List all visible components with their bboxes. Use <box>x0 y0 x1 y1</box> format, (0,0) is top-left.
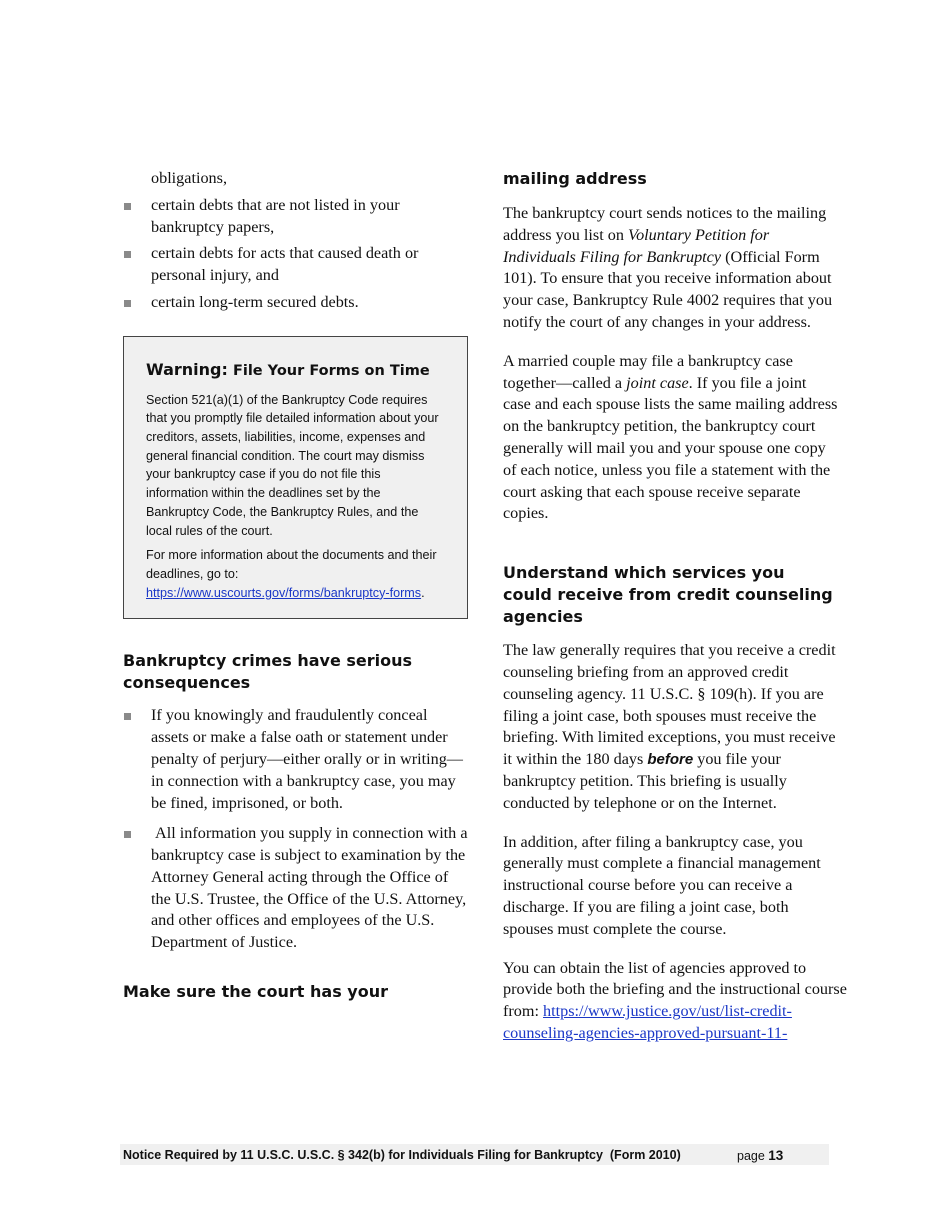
page-number: page 13 <box>737 1148 784 1163</box>
address-heading-continued: mailing address <box>503 169 647 188</box>
warning-more-info: For more information about the documents and their deadlines, go to: https://www.uscourts.gov/forms/bankruptcy-forms. <box>146 548 437 600</box>
crimes-bullet-list <box>123 705 472 954</box>
address-heading: Make sure the court has your <box>123 982 388 1002</box>
list-item: certain debts that are not listed in your bankruptcy papers, <box>123 195 468 239</box>
course-paragraph: In addition, after filing a bankruptcy case, you generally must complete a financial management instructional course before you can receive a discharge. If you are filing a joint case, both spouses must complete the course. <box>503 832 821 938</box>
bullet-square-icon <box>124 831 131 838</box>
agencies-link[interactable]: https://www.justice.gov/ust/list-credit-counseling-agencies-approved-pursuant-11- <box>503 1002 792 1042</box>
bullet-square-icon <box>124 251 131 258</box>
debts-bullet-list <box>123 195 468 314</box>
crimes-heading: Bankruptcy crimes have serious consequences <box>123 651 413 693</box>
bullet-square-icon <box>124 203 131 210</box>
warning-box <box>123 336 468 620</box>
right-column <box>503 168 847 1062</box>
counseling-heading: Understand which services you could receive from credit counseling agencies <box>503 563 833 627</box>
list-item: All information you supply in connection with a bankruptcy case is subject to examination by the Attorney General acting through the Office of the U.S. Trustee, the Office of the U.S. Attorney, and other offices and employees of the U.S. Department of Justice. <box>123 823 468 954</box>
list-item: certain long-term secured debts. <box>123 292 468 314</box>
counseling-paragraph: The law generally requires that you receive a credit counseling briefing from an approved credit counseling agency. 11 U.S.C. § 109(h). If you are filing a joint case, both spouses must receive the briefing. With limited exceptions, you must receive it within the 180 days before you file your bankruptcy petition. This briefing is usually conducted by telephone or on the Internet. <box>503 641 836 812</box>
mailing-paragraph: The bankruptcy court sends notices to the mailing address you list on Voluntary Petition for Individuals Filing for Bankruptcy (Official Form 101). To ensure that you receive information about your case, Bankruptcy Rule 4002 requires that you notify the court of any changes in your address. <box>503 204 833 331</box>
forms-link[interactable]: https://www.uscourts.gov/forms/bankruptcy-forms <box>146 585 422 600</box>
list-item: certain debts for acts that caused death or personal injury, and <box>123 243 468 287</box>
warning-title: Warning: File Your Forms on Time <box>146 359 430 379</box>
joint-case-paragraph: A married couple may file a bankruptcy case together—called a joint case. If you file a joint case and each spouse lists the same mailing address on the bankruptcy petition, the bankruptcy court generally will mail you and your spouse one copy of each notice, unless you file a statement with the court asking that each spouse receive separate copies. <box>503 351 838 523</box>
list-item: If you knowingly and fraudulently conceal assets or make a false oath or statement under penalty of perjury—either orally or in writing—in connection with a bankruptcy case, you may be fined, imprisoned, or both. <box>123 705 468 814</box>
bullet-square-icon <box>124 713 131 720</box>
warning-paragraph: Section 521(a)(1) of the Bankruptcy Code requires that you promptly file detailed information about your creditors, assets, liabilities, income, expenses and general financial condition. The court may dismiss your bankruptcy case if you do not file this information within the deadlines set by the Bankruptcy Code, the Bankruptcy Rules, and the local rules of the court. <box>146 392 439 538</box>
bullet-continuation: obligations, <box>151 169 227 187</box>
bullet-square-icon <box>124 300 131 307</box>
footer-title: Notice Required by 11 U.S.C. U.S.C. § 342(b) for Individuals Filing for Bankruptcy (Form 2010) <box>123 1148 681 1162</box>
page-footer <box>120 1144 829 1165</box>
left-column <box>123 168 472 1003</box>
agencies-paragraph: You can obtain the list of agencies approved to provide both the briefing and the instructional course from: https://www.justice.gov/ust/list-credit-counseling-agencies-approved-pursuant-11- <box>503 958 847 1042</box>
